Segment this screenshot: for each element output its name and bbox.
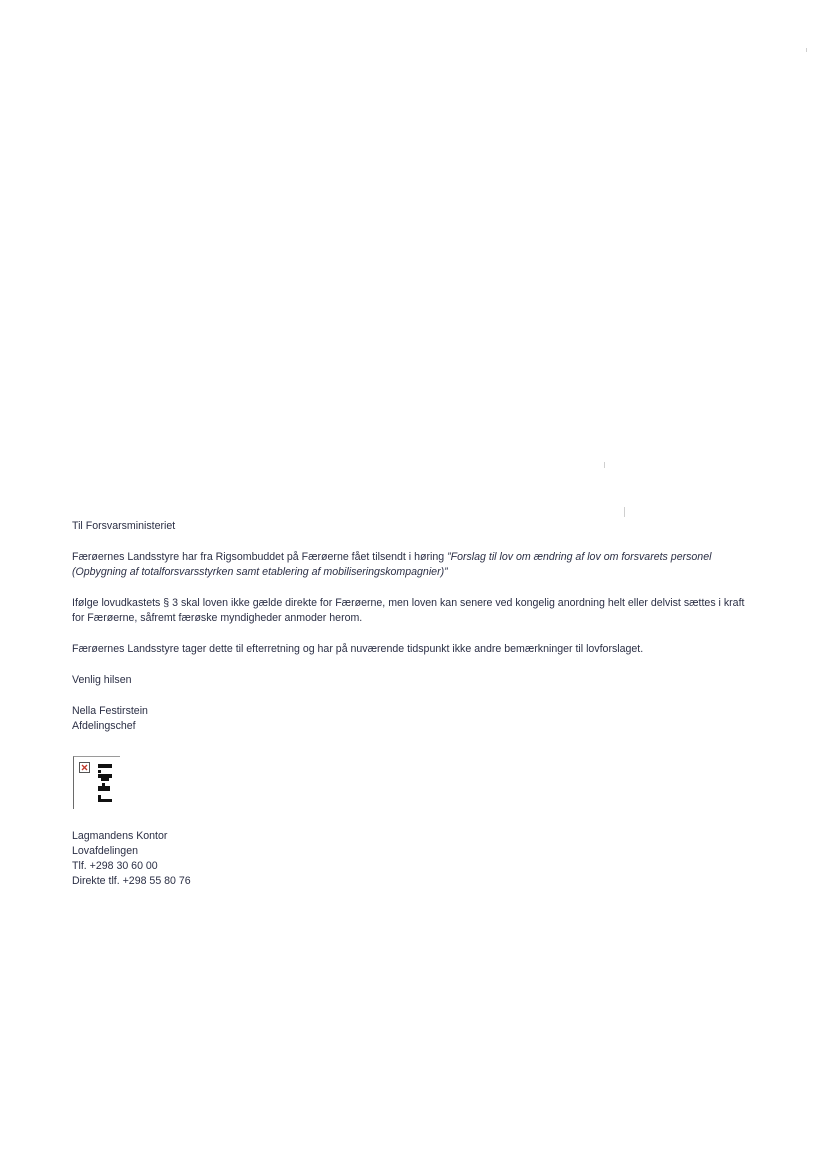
broken-image-icon: [79, 762, 90, 773]
signer-name: Nella Festirstein: [72, 705, 148, 717]
department-name: Lovafdelingen: [72, 845, 138, 857]
paragraph-response: Færøernes Landsstyre tager dette til efterretning og har på nuværende tidspunkt ikke andre bemærkninger til lovforslaget.: [72, 643, 644, 655]
scan-speck: [624, 507, 625, 517]
paragraph-hearing-text: Færøernes Landsstyre har fra Rigsombuddet på Færøerne fået tilsendt i høring: [72, 551, 448, 563]
bill-title: ”Forslag til lov om ændring af lov om forsvarets personel (Opbygning af totalforsvarsstyrken samt etablering af mobiliseringskompagnier)”: [72, 551, 712, 578]
paragraph-scope: Ifølge lovudkastets § 3 skal loven ikke gælde direkte for Færøerne, men loven kan senere ved kongelig anordning helt eller delvist sættes i kraft for Færøerne, såfremt færøske myndigheder anmoder herom.: [72, 597, 745, 624]
logo-image-frame: [73, 756, 120, 809]
letter-body: [72, 519, 752, 889]
logo-icon: [98, 764, 114, 804]
office-name: Lagmandens Kontor: [72, 830, 168, 842]
direct-phone-number: Direkte tlf. +298 55 80 76: [72, 875, 191, 887]
phone-number: Tlf. +298 30 60 00: [72, 860, 158, 872]
paragraph-hearing: [72, 550, 752, 580]
recipient-line: Til Forsvarsministeriet: [72, 520, 176, 532]
footer-contact: [72, 829, 752, 889]
signature-block: [72, 704, 752, 734]
closing-line: Venlig hilsen: [72, 674, 132, 686]
scan-speck: [604, 462, 605, 468]
scan-speck: [806, 48, 807, 52]
signer-title: Afdelingschef: [72, 720, 136, 732]
